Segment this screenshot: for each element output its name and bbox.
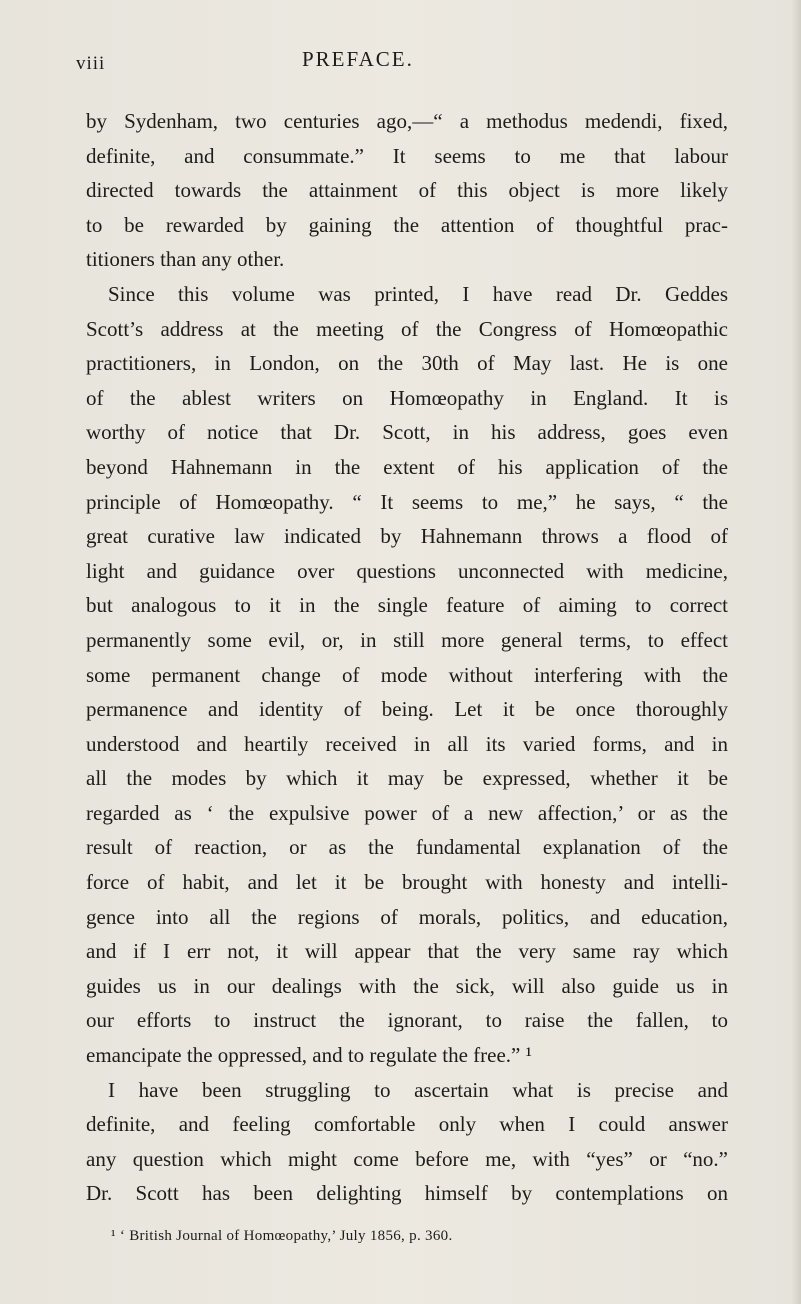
text-line: by Sydenham, two centuries ago,—“ a methodus medendi, fixed, (86, 109, 728, 133)
text-line: emancipate the oppressed, and to regulate the free.” ¹ (86, 1043, 532, 1068)
text-line: guides us in our dealings with the sick, will also guide us in (86, 973, 728, 998)
text-line: force of habit, and let it be brought with honesty and intelli- (86, 870, 728, 895)
running-head: PREFACE. (302, 47, 414, 71)
text-line: practitioners, in London, on the 30th of May last. He is one (86, 351, 728, 376)
text-line: result of reaction, or as the fundamental explanation of the (86, 835, 728, 860)
text-line: directed towards the attainment of this object is more likely (86, 178, 728, 203)
text-line: gence into all the regions of morals, politics, and education, (86, 904, 728, 929)
text-line: regarded as ‘ the expulsive power of a new affection,’ or as the (86, 800, 728, 825)
text-line: Scott’s address at the meeting of the Congress of Homœopathic (86, 316, 728, 341)
text-line: to be rewarded by gaining the attention of thoughtful prac- (86, 212, 728, 237)
text-line: our efforts to instruct the ignorant, to raise the fallen, to (86, 1008, 728, 1033)
text-line: titioners than any other. (86, 247, 285, 272)
text-line: any question which might come before me, with “yes” or “no.” (86, 1146, 728, 1171)
text-line: but analogous to it in the single feature of aiming to correct (86, 593, 728, 618)
text-line: Since this volume was printed, I have read Dr. Geddes (108, 281, 728, 306)
text-line: permanence and identity of being. Let it be once thoroughly (86, 697, 728, 722)
text-line: beyond Hahnemann in the extent of his application of the (86, 454, 728, 479)
page-number: viii (76, 53, 106, 74)
body-text (86, 104, 728, 1211)
text-line: all the modes by which it may be expressed, whether it be (86, 766, 728, 791)
text-line: some permanent change of mode without interfering with the (86, 662, 728, 687)
text-line: Dr. Scott has been delighting himself by contemplations on (86, 1181, 728, 1206)
text-line: and if I err not, it will appear that the very same ray which (86, 939, 728, 964)
text-line: worthy of notice that Dr. Scott, in his address, goes even (86, 420, 728, 445)
text-line: definite, and consummate.” It seems to me that labour (86, 143, 728, 168)
text-line: great curative law indicated by Hahnemann throws a flood of (86, 524, 728, 549)
page-edge-shadow (791, 0, 801, 1304)
text-line: permanently some evil, or, in still more general terms, to effect (86, 627, 728, 652)
footnote: ¹ ‘ British Journal of Homœopathy,’ July 1856, p. 360. (111, 1228, 453, 1244)
text-line: principle of Homœopathy. “ It seems to me,” he says, “ the (86, 489, 728, 514)
text-line: I have been struggling to ascertain what is precise and (108, 1077, 728, 1102)
text-line: light and guidance over questions unconnected with medicine, (86, 558, 728, 583)
text-line: definite, and feeling comfortable only when I could answer (86, 1112, 728, 1137)
text-line: of the ablest writers on Homœopathy in England. It is (86, 385, 728, 410)
text-line: understood and heartily received in all its varied forms, and in (86, 731, 728, 756)
